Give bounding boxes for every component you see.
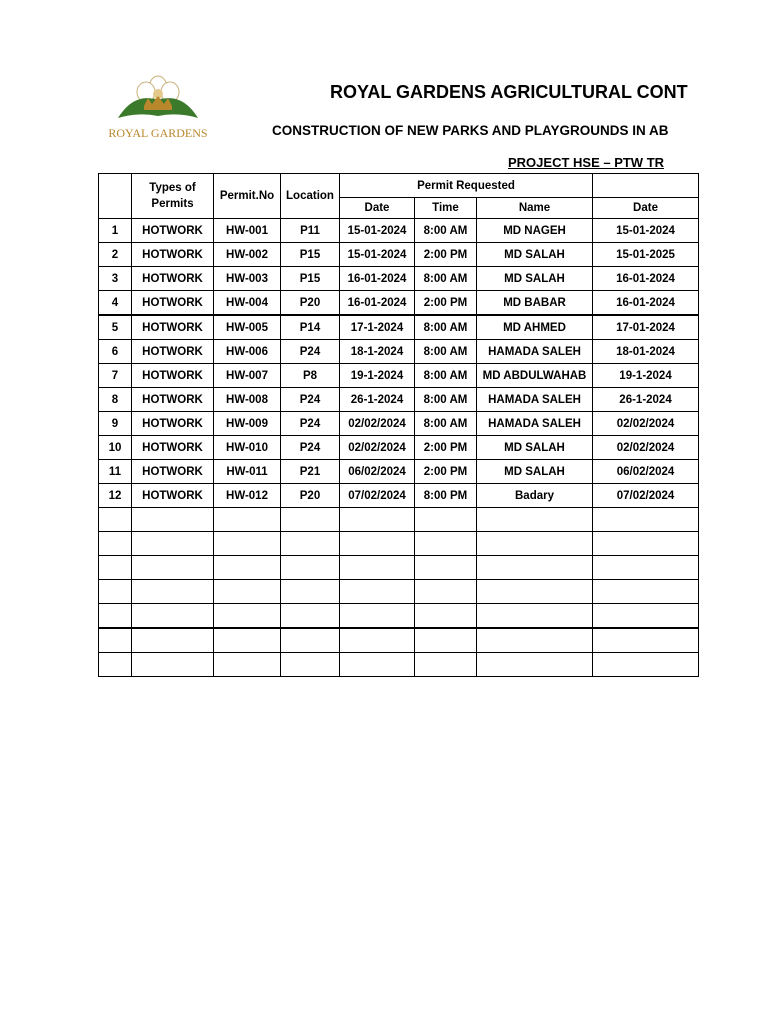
cell-no: 7: [99, 364, 132, 388]
cell-permit: HW-012: [214, 484, 281, 508]
header-date: Date: [340, 198, 415, 219]
empty-cell: [281, 653, 340, 677]
cell-loc: P24: [281, 436, 340, 460]
empty-cell: [415, 508, 477, 532]
cell-type: HOTWORK: [132, 388, 214, 412]
cell-no: 4: [99, 291, 132, 316]
header-types-of-permits: [132, 174, 214, 219]
empty-cell: [477, 556, 593, 580]
cell-time: 8:00 AM: [415, 340, 477, 364]
cell-date: 15-01-2024: [340, 219, 415, 243]
cell-name: MD BABAR: [477, 291, 593, 316]
cell-name: HAMADA SALEH: [477, 412, 593, 436]
header-time: Time: [415, 198, 477, 219]
cell-loc: P24: [281, 412, 340, 436]
table-row: [99, 291, 699, 316]
project-hse-ptw-heading: PROJECT HSE – PTW TR: [508, 155, 665, 170]
empty-cell: [415, 628, 477, 653]
table-row: [99, 412, 699, 436]
empty-cell: [340, 580, 415, 604]
cell-no: 8: [99, 388, 132, 412]
empty-cell: [593, 580, 699, 604]
empty-cell: [99, 580, 132, 604]
table-row: [99, 484, 699, 508]
cell-permit: HW-005: [214, 315, 281, 340]
empty-cell: [214, 532, 281, 556]
table-row: [99, 364, 699, 388]
cell-loc: P15: [281, 267, 340, 291]
cell-permit: HW-010: [214, 436, 281, 460]
company-title: ROYAL GARDENS AGRICULTURAL CONT: [330, 82, 688, 102]
empty-cell: [214, 508, 281, 532]
cell-date: 17-1-2024: [340, 315, 415, 340]
cell-time: 2:00 PM: [415, 243, 477, 267]
cell-time: 8:00 AM: [415, 364, 477, 388]
cell-loc: P14: [281, 315, 340, 340]
cell-name: Badary: [477, 484, 593, 508]
company-logo: [94, 70, 222, 148]
table-row: [99, 243, 699, 267]
table-row: [99, 436, 699, 460]
cell-time: 8:00 AM: [415, 412, 477, 436]
cell-permit: HW-011: [214, 460, 281, 484]
table-row: [99, 219, 699, 243]
cell-date2: 19-1-2024: [593, 364, 699, 388]
cell-name: MD NAGEH: [477, 219, 593, 243]
cell-date2: 16-01-2024: [593, 291, 699, 316]
cell-date2: 15-01-2024: [593, 219, 699, 243]
cell-type: HOTWORK: [132, 267, 214, 291]
cell-date: 16-01-2024: [340, 291, 415, 316]
header-serial: [99, 174, 132, 219]
cell-no: 12: [99, 484, 132, 508]
empty-cell: [593, 653, 699, 677]
header-types-line2: Permits: [151, 198, 194, 210]
permit-table-body: [99, 219, 699, 677]
cell-time: 8:00 AM: [415, 388, 477, 412]
empty-cell: [214, 604, 281, 629]
cell-loc: P11: [281, 219, 340, 243]
cell-time: 8:00 AM: [415, 315, 477, 340]
cell-date2: 15-01-2025: [593, 243, 699, 267]
cell-loc: P20: [281, 291, 340, 316]
cell-time: 8:00 PM: [415, 484, 477, 508]
cell-date2: 06/02/2024: [593, 460, 699, 484]
cell-loc: P24: [281, 388, 340, 412]
cell-type: HOTWORK: [132, 436, 214, 460]
empty-cell: [593, 532, 699, 556]
header-location: Location: [281, 174, 340, 219]
cell-type: HOTWORK: [132, 243, 214, 267]
empty-cell: [477, 580, 593, 604]
empty-cell: [214, 580, 281, 604]
empty-cell: [415, 580, 477, 604]
header-blank: [593, 174, 699, 198]
permit-table: [98, 173, 699, 677]
empty-cell: [99, 604, 132, 629]
cell-date: 18-1-2024: [340, 340, 415, 364]
empty-row: [99, 604, 699, 629]
cell-permit: HW-004: [214, 291, 281, 316]
empty-row: [99, 628, 699, 653]
cell-permit: HW-009: [214, 412, 281, 436]
cell-type: HOTWORK: [132, 460, 214, 484]
cell-date: 02/02/2024: [340, 412, 415, 436]
header-permit-no: Permit.No: [214, 174, 281, 219]
empty-cell: [281, 604, 340, 629]
cell-permit: HW-006: [214, 340, 281, 364]
empty-cell: [415, 556, 477, 580]
empty-cell: [281, 508, 340, 532]
cell-type: HOTWORK: [132, 484, 214, 508]
cell-permit: HW-001: [214, 219, 281, 243]
empty-cell: [415, 604, 477, 629]
empty-cell: [132, 580, 214, 604]
header-permit-requested: Permit Requested: [340, 174, 593, 198]
cell-name: MD SALAH: [477, 267, 593, 291]
empty-cell: [99, 556, 132, 580]
empty-cell: [281, 556, 340, 580]
cell-permit: HW-003: [214, 267, 281, 291]
table-row: [99, 340, 699, 364]
cell-loc: P24: [281, 340, 340, 364]
empty-row: [99, 556, 699, 580]
table-row: [99, 460, 699, 484]
cell-date: 07/02/2024: [340, 484, 415, 508]
cell-time: 2:00 PM: [415, 460, 477, 484]
empty-cell: [99, 508, 132, 532]
cell-no: 5: [99, 315, 132, 340]
cell-time: 2:00 PM: [415, 436, 477, 460]
cell-no: 10: [99, 436, 132, 460]
empty-cell: [340, 653, 415, 677]
empty-cell: [132, 653, 214, 677]
cell-type: HOTWORK: [132, 291, 214, 316]
header-name: Name: [477, 198, 593, 219]
empty-cell: [477, 508, 593, 532]
empty-cell: [593, 508, 699, 532]
cell-date: 19-1-2024: [340, 364, 415, 388]
empty-cell: [593, 628, 699, 653]
empty-cell: [132, 508, 214, 532]
cell-type: HOTWORK: [132, 315, 214, 340]
project-subtitle: CONSTRUCTION OF NEW PARKS AND PLAYGROUNDS IN AB: [272, 123, 669, 138]
empty-row: [99, 653, 699, 677]
empty-cell: [132, 532, 214, 556]
cell-name: MD SALAH: [477, 436, 593, 460]
cell-loc: P8: [281, 364, 340, 388]
cell-permit: HW-002: [214, 243, 281, 267]
empty-cell: [340, 628, 415, 653]
cell-date2: 07/02/2024: [593, 484, 699, 508]
cell-date: 16-01-2024: [340, 267, 415, 291]
empty-cell: [340, 604, 415, 629]
cell-date2: 16-01-2024: [593, 267, 699, 291]
cell-name: MD AHMED: [477, 315, 593, 340]
empty-cell: [214, 556, 281, 580]
empty-cell: [99, 628, 132, 653]
cell-type: HOTWORK: [132, 219, 214, 243]
empty-cell: [477, 653, 593, 677]
cell-type: HOTWORK: [132, 364, 214, 388]
cell-date: 02/02/2024: [340, 436, 415, 460]
empty-cell: [415, 532, 477, 556]
cell-no: 9: [99, 412, 132, 436]
empty-cell: [477, 628, 593, 653]
empty-cell: [132, 604, 214, 629]
empty-cell: [281, 532, 340, 556]
empty-cell: [340, 532, 415, 556]
permit-table-container: [98, 173, 675, 693]
cell-date2: 18-01-2024: [593, 340, 699, 364]
empty-cell: [214, 628, 281, 653]
cell-no: 2: [99, 243, 132, 267]
cell-time: 8:00 AM: [415, 267, 477, 291]
cell-date2: 26-1-2024: [593, 388, 699, 412]
cell-date: 06/02/2024: [340, 460, 415, 484]
cell-permit: HW-008: [214, 388, 281, 412]
table-row: [99, 315, 699, 340]
empty-row: [99, 508, 699, 532]
empty-cell: [214, 653, 281, 677]
cell-date: 26-1-2024: [340, 388, 415, 412]
empty-cell: [477, 532, 593, 556]
cell-name: HAMADA SALEH: [477, 340, 593, 364]
empty-cell: [415, 653, 477, 677]
cell-name: MD SALAH: [477, 243, 593, 267]
cell-loc: P21: [281, 460, 340, 484]
empty-cell: [340, 556, 415, 580]
empty-cell: [99, 532, 132, 556]
cell-type: HOTWORK: [132, 340, 214, 364]
cell-no: 6: [99, 340, 132, 364]
cell-no: 1: [99, 219, 132, 243]
header-date-2: Date: [593, 198, 699, 219]
empty-cell: [132, 556, 214, 580]
empty-row: [99, 532, 699, 556]
cell-date2: 02/02/2024: [593, 436, 699, 460]
cell-loc: P20: [281, 484, 340, 508]
cell-name: MD ABDULWAHAB: [477, 364, 593, 388]
cell-date2: 17-01-2024: [593, 315, 699, 340]
empty-cell: [340, 508, 415, 532]
cell-type: HOTWORK: [132, 412, 214, 436]
empty-cell: [281, 628, 340, 653]
cell-permit: HW-007: [214, 364, 281, 388]
empty-cell: [99, 653, 132, 677]
cell-time: 8:00 AM: [415, 219, 477, 243]
empty-cell: [281, 580, 340, 604]
cell-date2: 02/02/2024: [593, 412, 699, 436]
cell-date: 15-01-2024: [340, 243, 415, 267]
empty-cell: [593, 604, 699, 629]
cell-name: HAMADA SALEH: [477, 388, 593, 412]
empty-cell: [132, 628, 214, 653]
cell-no: 3: [99, 267, 132, 291]
table-row: [99, 388, 699, 412]
logo-wordmark: ROYAL GARDENS: [108, 126, 208, 140]
cell-no: 11: [99, 460, 132, 484]
header-types-line1: Types of: [149, 182, 196, 194]
table-row: [99, 267, 699, 291]
empty-row: [99, 580, 699, 604]
cell-time: 2:00 PM: [415, 291, 477, 316]
cell-loc: P15: [281, 243, 340, 267]
empty-cell: [477, 604, 593, 629]
empty-cell: [593, 556, 699, 580]
cell-name: MD SALAH: [477, 460, 593, 484]
